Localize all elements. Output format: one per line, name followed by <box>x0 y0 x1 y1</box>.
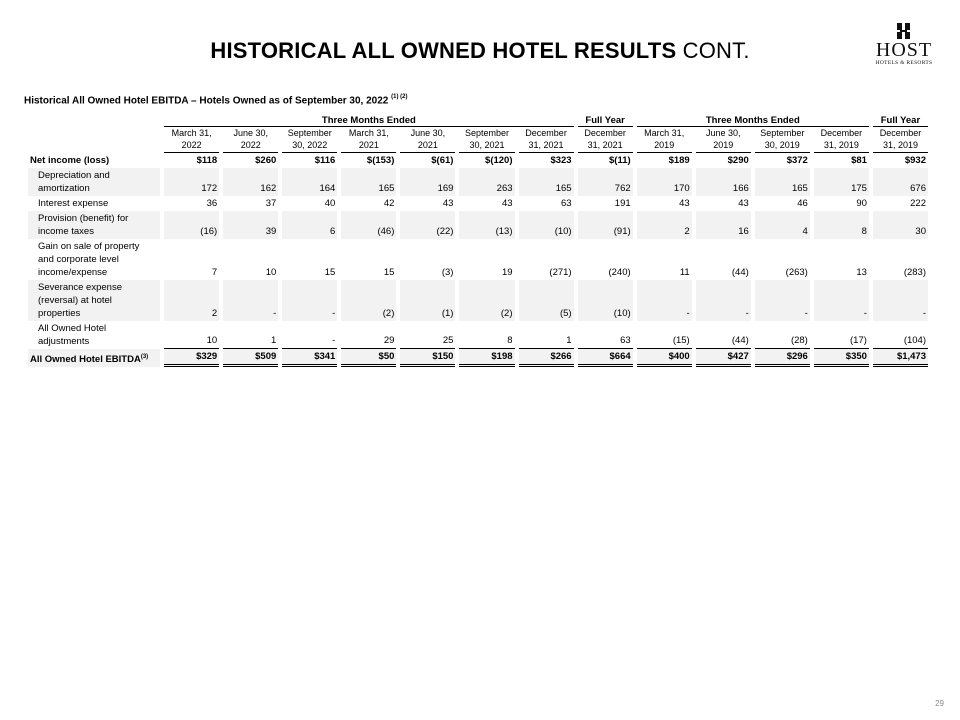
column-header-line2: 31, 2021 <box>587 140 623 150</box>
row-label-line: Severance expense <box>38 282 122 293</box>
table-cell: 40 <box>324 198 336 209</box>
column-header-line1: March 31, <box>348 128 389 138</box>
column-header <box>814 127 869 153</box>
column-header-line1: June 30, <box>705 128 741 138</box>
row-label <box>28 349 160 367</box>
row-label-line: income/expense <box>38 267 108 278</box>
table-cell: 43 <box>738 198 749 209</box>
row-label-line: (reversal) at hotel <box>38 295 112 306</box>
table-row <box>28 196 928 211</box>
group-header-full-year-2021: Full Year <box>578 112 633 127</box>
table-cell: $189 <box>668 155 690 166</box>
logo-tagline: HOTELS & RESORTS <box>875 60 933 66</box>
table-cell: (104) <box>873 321 928 349</box>
table-cell: (10) <box>578 280 633 321</box>
table-cell: - <box>637 280 692 321</box>
table-cell: 19 <box>501 267 513 278</box>
table-cell: (2) <box>341 280 396 321</box>
table-cell: (1) <box>400 280 455 321</box>
row-label-line: Provision (benefit) for <box>38 213 129 224</box>
table-cell: (44) <box>696 321 751 349</box>
column-header-line2: 31, 2019 <box>823 140 859 150</box>
table-cell: 30 <box>873 211 928 239</box>
table-cell: (44) <box>731 267 749 278</box>
table-cell: 63 <box>561 198 572 209</box>
column-header-line2: 31, 2021 <box>528 140 564 150</box>
table-cell: 63 <box>578 321 633 349</box>
table-cell: 676 <box>873 168 928 196</box>
table-cell: 762 <box>578 168 633 196</box>
page-title-suffix: CONT. <box>682 38 750 63</box>
table-row <box>28 239 928 280</box>
column-header <box>637 127 692 153</box>
host-logo-mark-icon <box>895 22 913 40</box>
column-header-row <box>28 127 928 153</box>
table-cell: 29 <box>341 321 396 349</box>
column-header-blank <box>28 127 160 153</box>
table-cell: $198 <box>459 349 514 367</box>
column-header-line2: 2022 <box>240 140 261 150</box>
table-body <box>28 153 928 367</box>
table-cell: $329 <box>164 349 219 367</box>
table-cell: $932 <box>904 155 926 166</box>
table-cell: $(61) <box>431 155 454 166</box>
column-header-line1: September <box>464 128 509 138</box>
table-row <box>28 280 928 321</box>
group-header-three-months-2019: Three Months Ended <box>637 112 869 127</box>
table-cell: (263) <box>785 267 808 278</box>
table-row <box>28 321 928 349</box>
column-header <box>578 127 633 153</box>
row-label-line: Net income (loss) <box>30 155 110 166</box>
row-label-line: Depreciation and <box>38 170 110 181</box>
table-cell: (2) <box>459 280 514 321</box>
table-cell: $81 <box>851 155 867 166</box>
row-label-line: and corporate level <box>38 254 119 265</box>
group-header-blank <box>28 112 160 127</box>
table-cell: 172 <box>164 168 219 196</box>
column-header-line1: September <box>287 128 332 138</box>
table-cell: $(11) <box>609 155 631 166</box>
table-cell: (16) <box>164 211 219 239</box>
column-header-line2: 2021 <box>358 140 379 150</box>
column-header-line1: December <box>525 128 567 138</box>
table-cell: 2 <box>164 280 219 321</box>
column-header <box>223 127 278 153</box>
logo-wordmark: HOST <box>875 39 933 61</box>
page-title <box>0 38 960 64</box>
row-label-line: adjustments <box>38 336 90 347</box>
group-header-row <box>28 112 928 127</box>
column-header-line2: 2021 <box>417 140 438 150</box>
row-label <box>28 321 160 349</box>
table-row <box>28 211 928 239</box>
table-row <box>28 153 928 168</box>
column-header <box>341 127 396 153</box>
table-cell: 263 <box>459 168 514 196</box>
table-cell: $372 <box>786 155 808 166</box>
table-cell: $50 <box>341 349 396 367</box>
table-cell: 1 <box>223 321 278 349</box>
column-header-line1: September <box>760 128 805 138</box>
column-header-line1: December <box>820 128 863 138</box>
row-label <box>28 239 160 280</box>
row-label-line: Gain on sale of property <box>38 241 140 252</box>
table-heading-text: Historical All Owned Hotel EBITDA – Hotels Owned as of September 30, 2022 <box>24 95 389 107</box>
column-header-line2: 31, 2019 <box>882 140 918 150</box>
group-header-three-months-2021-2022: Three Months Ended <box>164 112 573 127</box>
row-label <box>28 196 160 211</box>
table-cell: 162 <box>223 168 278 196</box>
table-cell: (28) <box>755 321 810 349</box>
table-cell: (15) <box>637 321 692 349</box>
table-cell: (17) <box>814 321 869 349</box>
column-header-line2: 2022 <box>181 140 202 150</box>
table-cell: (271) <box>549 267 572 278</box>
table-cell: 46 <box>797 198 808 209</box>
table-cell: $(120) <box>485 155 513 166</box>
table-cell: (91) <box>578 211 633 239</box>
column-header-line1: June 30, <box>410 128 446 138</box>
column-header <box>519 127 574 153</box>
table-cell: 36 <box>206 198 218 209</box>
table-cell: 175 <box>814 168 869 196</box>
column-header-line2: 2019 <box>713 140 734 150</box>
row-label-line: properties <box>38 308 81 319</box>
column-header-line2: 30, 2021 <box>469 140 505 150</box>
table-cell: - <box>873 280 928 321</box>
table-cell: (283) <box>903 267 926 278</box>
table-cell: - <box>696 280 751 321</box>
table-cell: 2 <box>637 211 692 239</box>
table-cell: $427 <box>696 349 751 367</box>
table-cell: 10 <box>164 321 219 349</box>
table-cell: 4 <box>755 211 810 239</box>
host-logo <box>868 22 940 66</box>
table-cell: $323 <box>550 155 572 166</box>
row-label-line: All Owned Hotel <box>38 323 107 334</box>
table-cell: 8 <box>814 211 869 239</box>
table-cell: $150 <box>400 349 455 367</box>
table-cell: 164 <box>282 168 337 196</box>
table-cell: 222 <box>910 198 926 209</box>
column-header-line1: December <box>584 128 626 138</box>
table-cell: $290 <box>727 155 749 166</box>
table-cell: $664 <box>578 349 633 367</box>
row-label <box>28 280 160 321</box>
column-header <box>459 127 514 153</box>
table-cell: (3) <box>441 267 454 278</box>
table-cell: - <box>223 280 278 321</box>
column-header-line2: 30, 2022 <box>292 140 328 150</box>
column-header-line2: 2019 <box>654 140 675 150</box>
table-cell: 8 <box>459 321 514 349</box>
table-cell: $118 <box>196 155 218 166</box>
table-cell: 43 <box>442 198 454 209</box>
table-cell: (13) <box>459 211 514 239</box>
row-label-line: Interest expense <box>38 198 109 209</box>
table-cell: 43 <box>679 198 690 209</box>
table-cell: 166 <box>696 168 751 196</box>
page-number: 29 <box>935 699 944 708</box>
table-cell: 165 <box>341 168 396 196</box>
column-header <box>282 127 337 153</box>
table-cell: 6 <box>282 211 337 239</box>
table-cell: - <box>755 280 810 321</box>
table-cell: 11 <box>679 267 690 278</box>
table-cell: $260 <box>255 155 277 166</box>
table-cell: $1,473 <box>873 349 928 367</box>
table-cell: 191 <box>614 198 631 209</box>
row-label-line: income taxes <box>38 226 94 237</box>
table-cell: - <box>282 280 337 321</box>
column-header <box>164 127 219 153</box>
row-label-footnote: (3) <box>140 353 149 360</box>
table-cell: (10) <box>519 211 574 239</box>
table-cell: 25 <box>400 321 455 349</box>
column-header <box>755 127 810 153</box>
table-heading <box>24 95 407 106</box>
table-cell: 90 <box>856 198 867 209</box>
row-label <box>28 153 160 168</box>
table-cell: 170 <box>637 168 692 196</box>
table-cell: $400 <box>637 349 692 367</box>
table-cell: $296 <box>755 349 810 367</box>
table-cell: (5) <box>519 280 574 321</box>
row-label-line: amortization <box>38 183 90 194</box>
column-header-line1: March 31, <box>644 128 685 138</box>
table-cell: $116 <box>314 155 336 166</box>
table-cell: 165 <box>519 168 574 196</box>
table-cell: 39 <box>223 211 278 239</box>
row-label <box>28 211 160 239</box>
table-cell: - <box>814 280 869 321</box>
table-row <box>28 168 928 196</box>
table-cell: 7 <box>211 267 218 278</box>
page-title-bold: HISTORICAL ALL OWNED HOTEL RESULTS <box>210 38 677 63</box>
ebitda-table <box>24 112 932 367</box>
column-header <box>696 127 751 153</box>
table-cell: 13 <box>856 267 867 278</box>
table-cell: $341 <box>282 349 337 367</box>
table-cell: 16 <box>696 211 751 239</box>
column-header-line1: June 30, <box>233 128 268 138</box>
table-cell: 165 <box>755 168 810 196</box>
column-header-line1: December <box>879 128 922 138</box>
table-cell: (240) <box>608 267 631 278</box>
table-cell: $266 <box>519 349 574 367</box>
column-header <box>400 127 455 153</box>
column-header-line2: 30, 2019 <box>764 140 800 150</box>
table-cell: $350 <box>814 349 869 367</box>
table-cell: $(153) <box>366 155 395 166</box>
group-header-full-year-2019: Full Year <box>873 112 928 127</box>
table-cell: - <box>282 321 337 349</box>
table-heading-footnote: (1) (2) <box>391 94 408 100</box>
table-cell: 15 <box>383 267 395 278</box>
row-label-line: All Owned Hotel EBITDA <box>30 354 141 365</box>
column-header-line1: March 31, <box>171 128 212 138</box>
row-label <box>28 168 160 196</box>
table-cell: 42 <box>383 198 395 209</box>
table-cell: $509 <box>223 349 278 367</box>
table-cell: 43 <box>501 198 513 209</box>
table-cell: 37 <box>265 198 277 209</box>
table-row <box>28 349 928 367</box>
table-cell: 169 <box>400 168 455 196</box>
table-cell: 10 <box>265 267 277 278</box>
table-cell: (46) <box>341 211 396 239</box>
table-cell: (22) <box>400 211 455 239</box>
table-cell: 15 <box>324 267 336 278</box>
column-header <box>873 127 928 153</box>
table-cell: 1 <box>519 321 574 349</box>
